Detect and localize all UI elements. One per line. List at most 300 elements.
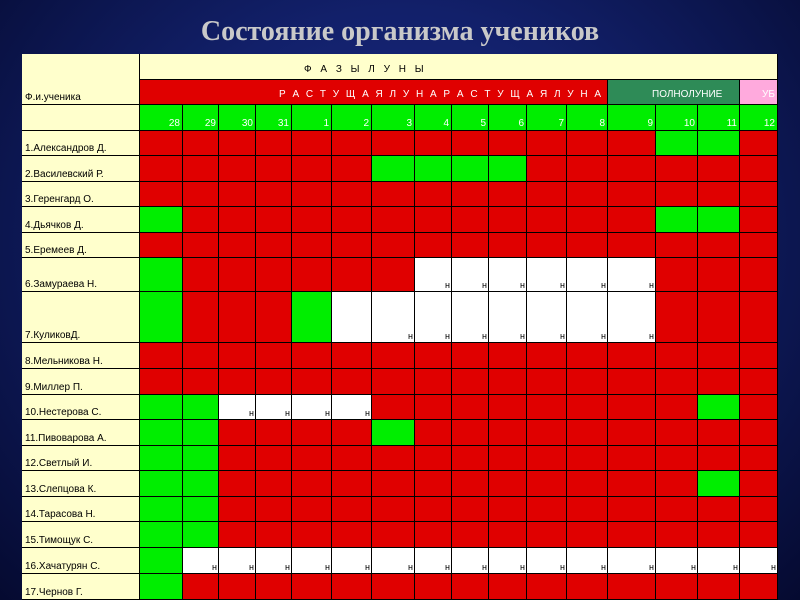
student-name-cell <box>22 369 140 395</box>
status-cell-red <box>292 131 332 156</box>
name-column-label: Ф.и.ученика <box>25 92 81 103</box>
status-cell-red <box>415 369 452 395</box>
status-cell-red <box>452 207 489 233</box>
status-cell-green <box>183 395 219 420</box>
status-cell-red <box>256 446 292 471</box>
absence-mark: н <box>560 562 565 572</box>
status-cell-red <box>489 522 527 548</box>
status-cell-white <box>567 548 608 574</box>
status-cell-red <box>219 471 256 497</box>
status-cell-red <box>292 446 332 471</box>
day-number-label: 12 <box>763 118 775 129</box>
absence-mark: н <box>649 562 654 572</box>
status-cell-green <box>183 446 219 471</box>
status-cell-red <box>372 369 415 395</box>
status-cell-red <box>219 207 256 233</box>
status-cell-red <box>292 182 332 207</box>
status-cell-red <box>489 343 527 369</box>
day-number-8 <box>567 105 608 131</box>
status-cell-red <box>698 292 740 343</box>
status-cell-red <box>183 343 219 369</box>
status-cell-white <box>527 292 567 343</box>
status-cell-red <box>372 574 415 600</box>
status-cell-green <box>140 522 183 548</box>
status-cell-green <box>489 156 527 182</box>
absence-mark: н <box>601 280 606 290</box>
student-name-cell <box>22 207 140 233</box>
status-cell-red <box>698 258 740 292</box>
status-cell-red <box>567 574 608 600</box>
day-number-1 <box>292 105 332 131</box>
day-number-12 <box>740 105 778 131</box>
student-name: 13.Слепцова К. <box>25 484 97 495</box>
status-cell-red <box>567 131 608 156</box>
status-cell-red <box>740 369 778 395</box>
status-cell-red <box>332 497 372 522</box>
status-cell-red <box>372 233 415 258</box>
status-cell-red <box>698 233 740 258</box>
status-cell-red <box>489 471 527 497</box>
status-cell-red <box>740 395 778 420</box>
status-cell-green <box>140 420 183 446</box>
status-cell-red <box>698 497 740 522</box>
status-cell-red <box>219 522 256 548</box>
status-cell-white <box>415 258 452 292</box>
day-number-label: 4 <box>443 118 449 129</box>
student-name: 9.Миллер П. <box>25 382 83 393</box>
status-cell-red <box>740 446 778 471</box>
status-cell-red <box>527 343 567 369</box>
status-cell-red <box>452 446 489 471</box>
status-cell-red <box>292 258 332 292</box>
status-cell-red <box>452 369 489 395</box>
status-cell-red <box>219 258 256 292</box>
absence-mark: н <box>408 562 413 572</box>
status-cell-red <box>567 207 608 233</box>
status-cell-red <box>489 574 527 600</box>
status-cell-red <box>656 258 698 292</box>
status-cell-red <box>608 343 656 369</box>
status-cell-red <box>567 446 608 471</box>
status-cell-red <box>183 207 219 233</box>
status-cell-red <box>256 343 292 369</box>
status-cell-red <box>219 420 256 446</box>
status-cell-red <box>698 420 740 446</box>
status-cell-red <box>698 343 740 369</box>
absence-mark: н <box>249 408 254 418</box>
status-cell-red <box>527 497 567 522</box>
day-number-label: 2 <box>363 118 369 129</box>
day-number-7 <box>527 105 567 131</box>
growing-moon-label: Р А С Т У Щ А Я Л У Н А Р А С Т У Щ А Я Л У Н А <box>279 89 604 100</box>
status-cell-green <box>183 497 219 522</box>
absence-mark: н <box>365 562 370 572</box>
status-cell-red <box>740 420 778 446</box>
absence-mark: н <box>325 562 330 572</box>
day-number-label: 9 <box>647 118 653 129</box>
status-cell-red <box>332 471 372 497</box>
status-cell-red <box>698 522 740 548</box>
status-cell-red <box>256 258 292 292</box>
absence-mark: н <box>325 408 330 418</box>
full-moon-header <box>608 80 740 105</box>
status-cell-red <box>489 182 527 207</box>
status-cell-red <box>608 574 656 600</box>
status-cell-red <box>698 156 740 182</box>
status-cell-green <box>140 471 183 497</box>
status-cell-red <box>219 446 256 471</box>
status-cell-red <box>452 343 489 369</box>
status-cell-white <box>656 548 698 574</box>
absence-mark: н <box>601 331 606 341</box>
status-cell-green <box>698 471 740 497</box>
status-cell-red <box>415 207 452 233</box>
student-name-cell <box>22 548 140 574</box>
status-cell-red <box>372 343 415 369</box>
status-cell-red <box>567 343 608 369</box>
status-cell-red <box>256 131 292 156</box>
status-cell-red <box>740 207 778 233</box>
waning-moon-header <box>740 80 778 105</box>
status-cell-red <box>608 471 656 497</box>
student-name-cell <box>22 156 140 182</box>
status-cell-white <box>608 292 656 343</box>
status-cell-white <box>698 548 740 574</box>
status-cell-white <box>527 258 567 292</box>
status-cell-red <box>256 574 292 600</box>
day-number-30 <box>219 105 256 131</box>
status-cell-green <box>140 395 183 420</box>
status-cell-red <box>740 292 778 343</box>
status-cell-white <box>372 292 415 343</box>
student-name: 15.Тимощук С. <box>25 535 94 546</box>
status-cell-red <box>567 156 608 182</box>
status-cell-red <box>292 471 332 497</box>
status-cell-red <box>698 446 740 471</box>
status-cell-red <box>489 207 527 233</box>
status-cell-red <box>740 522 778 548</box>
absence-mark: н <box>649 331 654 341</box>
absence-mark: н <box>365 408 370 418</box>
status-cell-red <box>219 497 256 522</box>
status-cell-red <box>332 446 372 471</box>
status-cell-red <box>740 574 778 600</box>
status-cell-white <box>256 395 292 420</box>
status-cell-red <box>183 156 219 182</box>
status-cell-red <box>489 420 527 446</box>
status-cell-red <box>292 233 332 258</box>
day-number-label: 28 <box>168 118 180 129</box>
status-cell-green <box>452 156 489 182</box>
status-cell-white <box>452 292 489 343</box>
name-column-header <box>22 54 140 105</box>
status-cell-white <box>567 292 608 343</box>
status-cell-red <box>256 369 292 395</box>
status-cell-red <box>219 156 256 182</box>
student-name: 10.Нестерова С. <box>25 407 102 418</box>
status-cell-white <box>415 548 452 574</box>
absence-mark: н <box>445 280 450 290</box>
absence-mark: н <box>482 562 487 572</box>
day-number-3 <box>372 105 415 131</box>
status-cell-green <box>140 574 183 600</box>
status-cell-white <box>292 548 332 574</box>
status-cell-green <box>656 131 698 156</box>
absence-mark: н <box>445 331 450 341</box>
absence-mark: н <box>520 562 525 572</box>
status-cell-red <box>656 574 698 600</box>
day-number-label: 5 <box>480 118 486 129</box>
status-cell-red <box>292 497 332 522</box>
status-cell-red <box>372 395 415 420</box>
status-cell-red <box>567 369 608 395</box>
status-cell-red <box>656 446 698 471</box>
status-cell-red <box>372 207 415 233</box>
status-cell-white <box>740 548 778 574</box>
absence-mark: н <box>249 562 254 572</box>
status-cell-red <box>608 369 656 395</box>
status-cell-red <box>415 446 452 471</box>
status-cell-red <box>740 156 778 182</box>
status-cell-red <box>256 182 292 207</box>
status-cell-white <box>489 292 527 343</box>
status-cell-red <box>527 207 567 233</box>
day-number-11 <box>698 105 740 131</box>
status-cell-red <box>256 522 292 548</box>
status-cell-green <box>656 207 698 233</box>
status-cell-red <box>656 471 698 497</box>
status-cell-red <box>740 182 778 207</box>
status-cell-red <box>656 497 698 522</box>
absence-mark: н <box>482 280 487 290</box>
status-cell-red <box>256 497 292 522</box>
status-cell-red <box>332 182 372 207</box>
day-number-5 <box>452 105 489 131</box>
status-cell-red <box>292 369 332 395</box>
day-number-28 <box>140 105 183 131</box>
status-cell-red <box>332 233 372 258</box>
status-cell-white <box>256 548 292 574</box>
day-number-10 <box>656 105 698 131</box>
status-cell-white <box>332 548 372 574</box>
status-cell-red <box>372 446 415 471</box>
status-cell-red <box>332 369 372 395</box>
status-cell-red <box>415 182 452 207</box>
status-cell-red <box>527 131 567 156</box>
student-name: 11.Пивоварова А. <box>25 433 107 444</box>
day-number-label: 3 <box>406 118 412 129</box>
status-cell-red <box>527 156 567 182</box>
status-cell-red <box>256 207 292 233</box>
status-cell-red <box>567 233 608 258</box>
status-cell-red <box>567 420 608 446</box>
status-cell-red <box>140 156 183 182</box>
status-cell-red <box>219 574 256 600</box>
student-name: 12.Светлый И. <box>25 458 93 469</box>
status-cell-red <box>415 131 452 156</box>
day-number-4 <box>415 105 452 131</box>
status-cell-red <box>656 292 698 343</box>
status-cell-red <box>740 343 778 369</box>
student-name-cell <box>22 522 140 548</box>
status-cell-red <box>256 233 292 258</box>
growing-moon-header <box>140 80 608 105</box>
absence-mark: н <box>285 408 290 418</box>
status-cell-red <box>332 574 372 600</box>
status-cell-red <box>656 182 698 207</box>
day-number-2 <box>332 105 372 131</box>
student-name: 6.Замураева Н. <box>25 279 98 290</box>
student-name-cell <box>22 343 140 369</box>
status-cell-red <box>489 395 527 420</box>
day-number-9 <box>608 105 656 131</box>
status-cell-white <box>219 548 256 574</box>
status-cell-red <box>452 395 489 420</box>
student-name: 8.Мельникова Н. <box>25 356 103 367</box>
status-cell-red <box>567 522 608 548</box>
status-cell-red <box>656 369 698 395</box>
status-cell-red <box>489 233 527 258</box>
status-cell-green <box>140 258 183 292</box>
status-cell-red <box>452 471 489 497</box>
day-number-label: 30 <box>241 118 253 129</box>
status-cell-red <box>698 574 740 600</box>
status-cell-white <box>452 548 489 574</box>
status-cell-red <box>140 233 183 258</box>
status-cell-red <box>415 471 452 497</box>
status-cell-red <box>415 522 452 548</box>
status-cell-red <box>740 471 778 497</box>
status-cell-red <box>489 131 527 156</box>
status-cell-white <box>452 258 489 292</box>
status-cell-red <box>567 471 608 497</box>
status-cell-green <box>140 292 183 343</box>
status-cell-white <box>292 395 332 420</box>
day-number-label: 29 <box>204 118 216 129</box>
status-cell-red <box>656 395 698 420</box>
status-cell-red <box>372 522 415 548</box>
student-name: 3.Геренгард О. <box>25 194 94 205</box>
status-cell-red <box>219 369 256 395</box>
status-cell-red <box>608 497 656 522</box>
status-cell-red <box>332 131 372 156</box>
day-number-label: 8 <box>599 118 605 129</box>
status-cell-red <box>452 233 489 258</box>
status-cell-red <box>292 343 332 369</box>
status-cell-green <box>415 156 452 182</box>
status-cell-red <box>372 497 415 522</box>
status-cell-green <box>372 420 415 446</box>
absence-mark: н <box>733 562 738 572</box>
status-cell-red <box>527 233 567 258</box>
status-cell-red <box>527 446 567 471</box>
status-cell-white <box>527 548 567 574</box>
status-cell-red <box>656 522 698 548</box>
student-name: 17.Чернов Г. <box>25 587 83 598</box>
student-name: 7.КуликовД. <box>25 330 81 341</box>
absence-mark: н <box>691 562 696 572</box>
status-cell-red <box>527 182 567 207</box>
status-cell-red <box>608 233 656 258</box>
page-title: Состояние организма учеников <box>200 16 600 47</box>
status-cell-white <box>332 292 372 343</box>
status-cell-red <box>332 420 372 446</box>
status-cell-red <box>183 258 219 292</box>
status-cell-red <box>452 574 489 600</box>
day-number-label: 10 <box>683 118 695 129</box>
status-cell-red <box>567 395 608 420</box>
status-cell-red <box>567 497 608 522</box>
status-cell-red <box>219 292 256 343</box>
status-cell-red <box>415 574 452 600</box>
status-cell-red <box>527 522 567 548</box>
status-cell-red <box>740 131 778 156</box>
student-name: 1.Александров Д. <box>25 143 107 154</box>
status-cell-red <box>372 182 415 207</box>
status-cell-white <box>567 258 608 292</box>
status-cell-white <box>489 548 527 574</box>
status-cell-red <box>219 182 256 207</box>
status-cell-red <box>656 156 698 182</box>
day-number-label: 31 <box>277 118 289 129</box>
student-name: 4.Дьячков Д. <box>25 220 84 231</box>
student-name: 16.Хачатурян С. <box>25 561 101 572</box>
status-cell-red <box>527 395 567 420</box>
status-cell-green <box>372 156 415 182</box>
status-cell-red <box>740 233 778 258</box>
day-header-blank <box>22 105 140 131</box>
absence-mark: н <box>649 280 654 290</box>
status-cell-red <box>608 446 656 471</box>
status-cell-red <box>698 369 740 395</box>
status-cell-red <box>292 207 332 233</box>
status-cell-red <box>527 574 567 600</box>
student-name: 14.Тарасова Н. <box>25 509 96 520</box>
status-cell-green <box>292 292 332 343</box>
student-name-cell <box>22 292 140 343</box>
status-cell-red <box>527 471 567 497</box>
status-cell-red <box>372 471 415 497</box>
status-cell-red <box>527 420 567 446</box>
status-cell-red <box>608 395 656 420</box>
status-cell-red <box>292 156 332 182</box>
status-cell-red <box>452 131 489 156</box>
status-cell-red <box>292 420 332 446</box>
absence-mark: н <box>771 562 776 572</box>
status-cell-red <box>608 182 656 207</box>
full-moon-label: ПОЛНОЛУНИЕ <box>652 89 723 100</box>
status-cell-red <box>415 497 452 522</box>
student-name-cell <box>22 471 140 497</box>
student-name-cell <box>22 395 140 420</box>
status-cell-red <box>567 182 608 207</box>
status-cell-green <box>140 548 183 574</box>
absence-mark: н <box>482 331 487 341</box>
day-number-label: 1 <box>323 118 329 129</box>
status-cell-green <box>698 131 740 156</box>
status-cell-green <box>183 420 219 446</box>
status-cell-green <box>140 207 183 233</box>
status-cell-red <box>256 471 292 497</box>
status-cell-red <box>219 343 256 369</box>
status-cell-red <box>140 182 183 207</box>
status-cell-red <box>372 131 415 156</box>
day-number-label: 6 <box>518 118 524 129</box>
status-cell-red <box>740 497 778 522</box>
status-cell-red <box>183 574 219 600</box>
status-cell-red <box>452 497 489 522</box>
status-cell-red <box>489 369 527 395</box>
